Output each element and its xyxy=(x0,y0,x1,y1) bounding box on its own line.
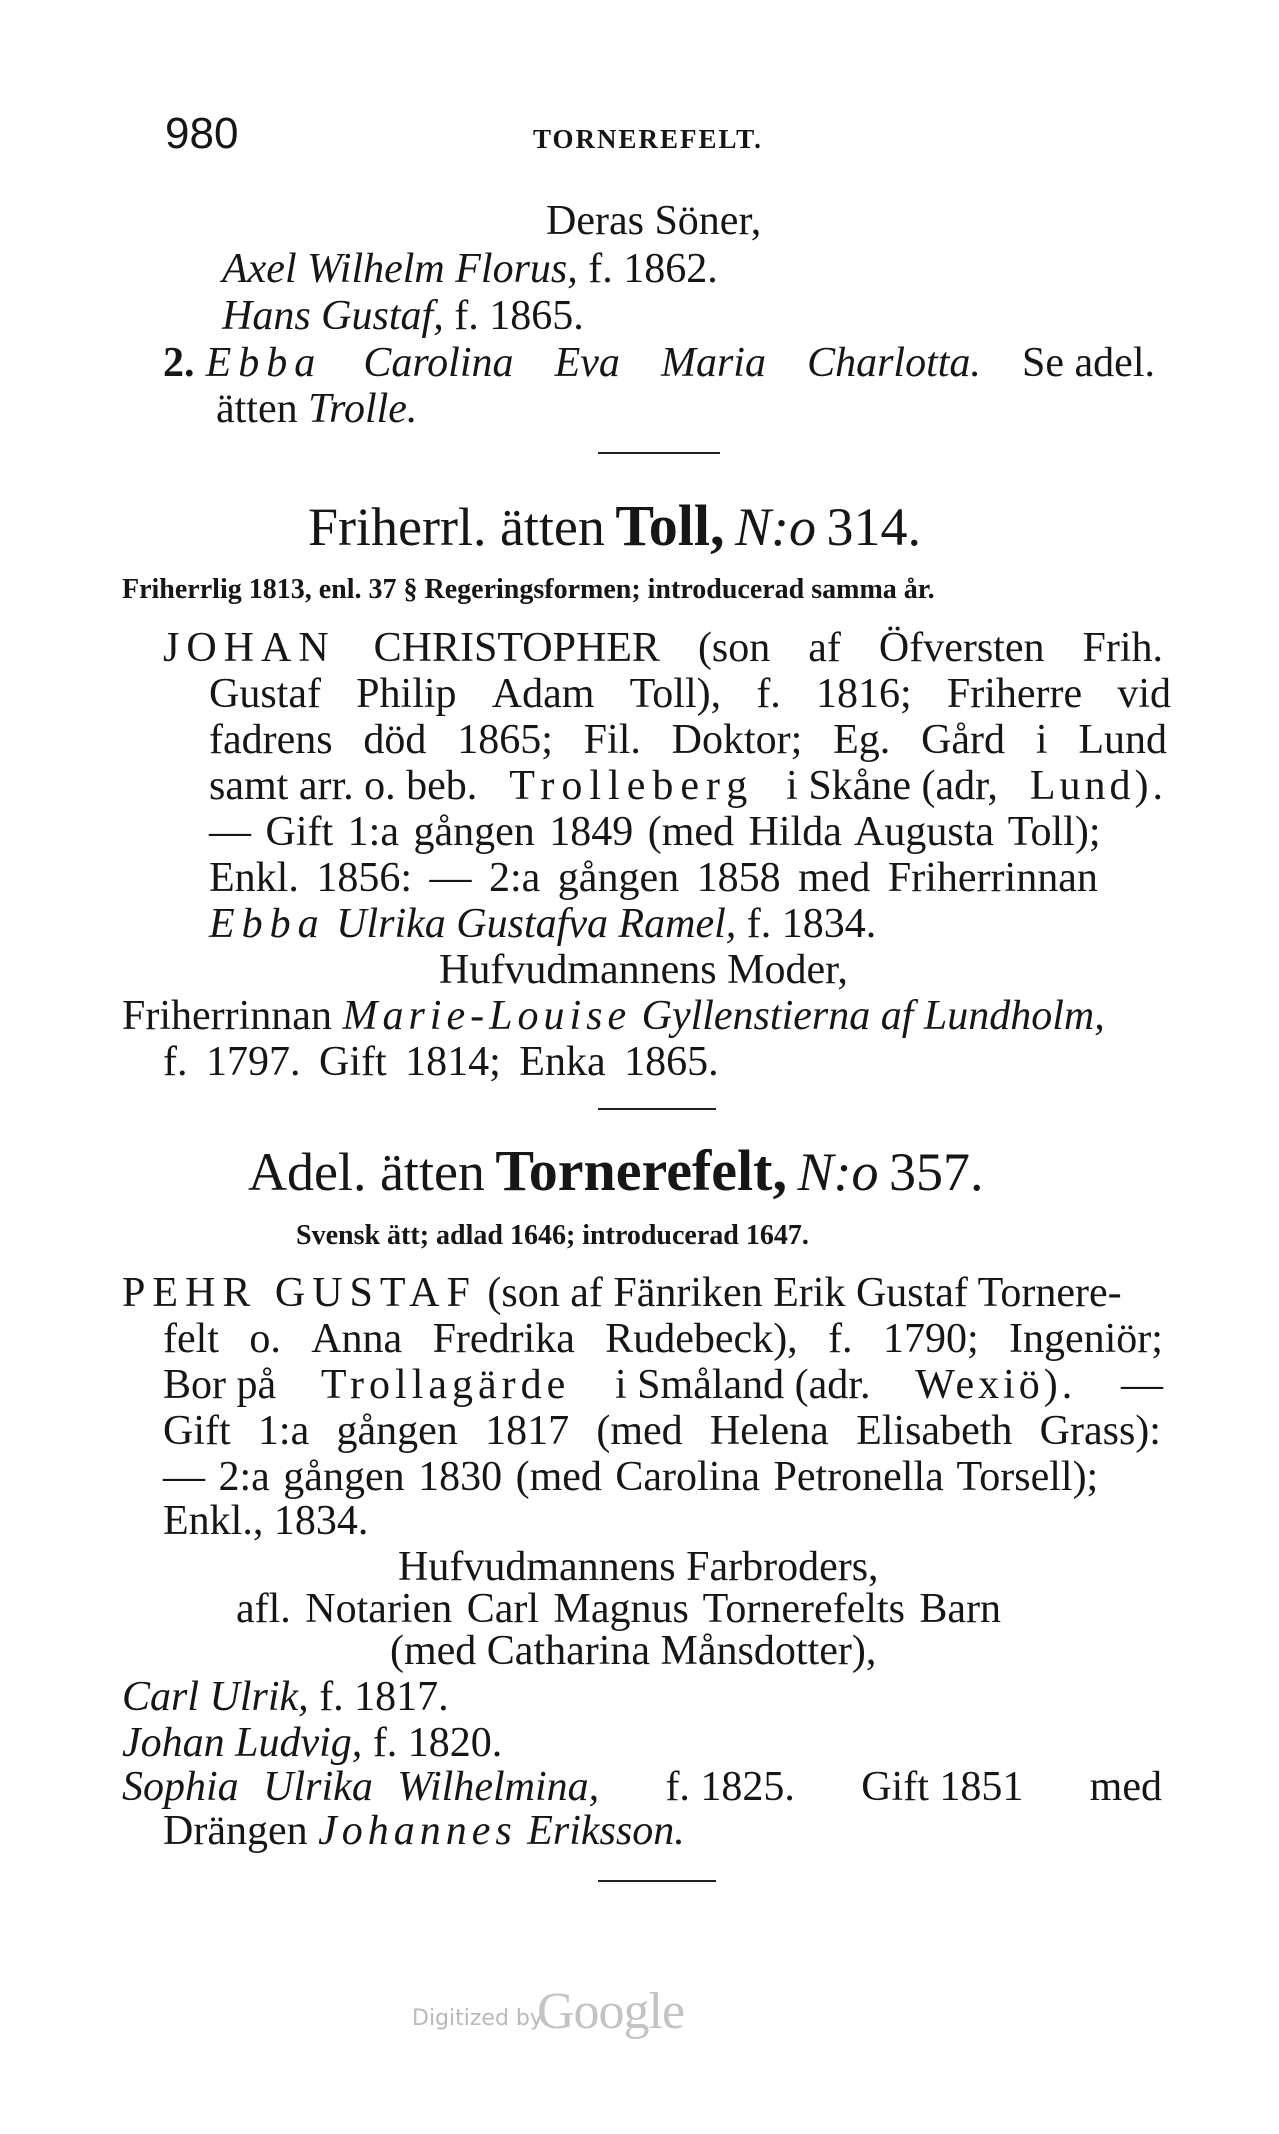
word: 1816; xyxy=(816,671,912,717)
subsection-heading: (med Catharina Månsdotter), xyxy=(390,1628,877,1674)
given-name: Charlotta. xyxy=(807,340,981,386)
entry-line xyxy=(163,627,1163,669)
text: Bor på xyxy=(163,1362,277,1408)
word: Anna xyxy=(311,1316,403,1362)
title: Friherrinnan xyxy=(122,993,332,1039)
section-heading-deras-soner: Deras Söner, xyxy=(546,198,762,244)
word: af xyxy=(808,625,841,671)
son-birth: f. 1862. xyxy=(588,246,718,292)
word: Rudebeck), xyxy=(605,1316,798,1362)
family-name: Toll, xyxy=(615,493,725,558)
son-name: Hans Gustaf, xyxy=(222,293,444,339)
word: i xyxy=(1035,717,1048,763)
marriage: Gift 1851 xyxy=(861,1764,1024,1810)
divider xyxy=(598,452,720,454)
word: 1865; xyxy=(457,717,553,763)
word: Frih. xyxy=(1082,625,1163,671)
word: Fil. xyxy=(583,717,641,763)
word: Philip xyxy=(356,671,457,717)
word: död xyxy=(363,717,427,763)
subsection-heading: afl. Notarien Carl Magnus Tornerefelts Barn xyxy=(236,1586,1002,1632)
word: Doktor; xyxy=(671,717,803,763)
family-number: 314. xyxy=(826,497,921,557)
given-name: Maria xyxy=(660,340,766,386)
word: Gift xyxy=(163,1408,231,1454)
entry-line: Enkl. 1856: — 2:a gången 1858 med Friherrinnan xyxy=(209,855,1098,901)
given-name: Carolina xyxy=(363,340,514,386)
word: 1817 xyxy=(485,1408,570,1454)
spouse-family-name: Eriksson. xyxy=(527,1808,685,1854)
divider xyxy=(598,1108,716,1110)
daughter-entry-continued xyxy=(216,388,417,430)
item-number: 2. xyxy=(163,340,195,386)
person-name: JOHAN xyxy=(163,625,336,671)
son-entry xyxy=(222,295,584,337)
word: f. xyxy=(828,1316,853,1362)
word: Grass): xyxy=(1039,1408,1161,1454)
spouse-name: Ulrika Gustafva Ramel, xyxy=(336,901,737,947)
text: (son af Fänriken Erik Gustaf Tornere- xyxy=(487,1270,1122,1316)
title-prefix: Adel. ätten xyxy=(248,1142,485,1202)
family-subtitle: Svensk ätt; adlad 1646; introducerad 1647. xyxy=(296,1220,809,1251)
entry-line xyxy=(163,1318,1163,1360)
daughter-entry xyxy=(163,342,1155,384)
son-entry xyxy=(222,248,718,290)
google-logo: Google xyxy=(537,1983,685,2040)
word: Toll), xyxy=(629,671,722,717)
title-prefix: Friherrl. ätten xyxy=(308,497,605,557)
entry-line xyxy=(209,765,1167,807)
mother-entry xyxy=(122,995,1105,1037)
birth-year: f. 1820. xyxy=(372,1720,503,1766)
watermark-prefix: Digitized by xyxy=(412,2006,543,2031)
family-title-tornerefelt xyxy=(248,1138,984,1203)
word: Friherre xyxy=(946,671,1083,717)
divider xyxy=(598,1880,716,1882)
entry-line xyxy=(163,1364,1163,1406)
subsection-heading: Hufvudmannens Moder, xyxy=(439,947,848,993)
family-title-toll xyxy=(308,493,921,558)
spouse-given-name: Johannes xyxy=(318,1808,517,1854)
number-label: N:o xyxy=(735,497,816,557)
entry-line xyxy=(209,719,1167,761)
son-birth: f. 1865. xyxy=(454,293,584,339)
birth-year: f. 1825. xyxy=(665,1764,795,1810)
text: — xyxy=(1120,1362,1163,1408)
entry-line xyxy=(163,1410,1161,1452)
entry-line: Enkl., 1834. xyxy=(163,1498,369,1544)
family-name: Trolle. xyxy=(308,386,418,432)
text: med xyxy=(1089,1764,1162,1810)
word: felt xyxy=(163,1316,219,1362)
child-entry xyxy=(122,1766,1162,1808)
word: Öfversten xyxy=(878,625,1045,671)
word: o. xyxy=(249,1316,281,1362)
child-entry xyxy=(122,1676,449,1718)
child-name: Sophia Ulrika Wilhelmina, xyxy=(122,1764,600,1810)
given-name: Eva xyxy=(554,340,620,386)
family-subtitle: Friherrlig 1813, enl. 37 § Regeringsformen; introducerad samma år. xyxy=(122,574,935,605)
given-name: Ebba xyxy=(205,340,323,386)
word: f. xyxy=(756,671,781,717)
word: Adam xyxy=(491,671,595,717)
spouse-given-name: Ebba xyxy=(209,901,326,947)
estate-name: Trollagärde xyxy=(320,1362,571,1408)
word: Eg. xyxy=(833,717,891,763)
cross-reference: Se adel. xyxy=(1022,340,1155,386)
word: Ingeniör; xyxy=(1008,1316,1163,1362)
child-entry-continued xyxy=(163,1810,685,1852)
page-number: 980 xyxy=(165,109,239,158)
word: 1790; xyxy=(882,1316,979,1362)
word: fadrens xyxy=(209,717,333,763)
family-name: Tornerefelt, xyxy=(495,1138,787,1203)
word: 1:a xyxy=(257,1408,310,1454)
person-name: PEHR GUSTAF xyxy=(122,1270,477,1316)
entry-line: — Gift 1:a gången 1849 (med Hilda Augusta Toll); xyxy=(209,809,1101,855)
text: i Skåne (adr, xyxy=(786,763,998,809)
word: Gård xyxy=(921,717,1006,763)
birth-year: f. 1817. xyxy=(319,1674,449,1720)
word: Fredrika xyxy=(432,1316,575,1362)
number-label: N:o xyxy=(797,1142,879,1202)
word: Elisabeth xyxy=(856,1408,1013,1454)
running-title: TORNEREFELT. xyxy=(533,124,763,154)
word: (med xyxy=(596,1408,683,1454)
place-name: Lund). xyxy=(1029,763,1167,809)
family-name: Gyllenstierna af Lundholm, xyxy=(641,993,1105,1039)
word: gången xyxy=(336,1408,458,1454)
entry-line xyxy=(209,903,876,945)
birth-year: f. 1834. xyxy=(746,901,877,947)
entry-line xyxy=(122,1272,1122,1314)
word: Lund xyxy=(1078,717,1167,763)
mother-entry-continued: f. 1797. Gift 1814; Enka 1865. xyxy=(163,1039,719,1085)
word: Gustaf xyxy=(209,671,321,717)
word: CHRISTOPHER xyxy=(373,625,660,671)
word: Helena xyxy=(709,1408,829,1454)
text: ätten xyxy=(216,386,298,432)
child-name: Johan Ludvig, xyxy=(122,1720,363,1766)
son-name: Axel Wilhelm Florus, xyxy=(222,246,578,292)
place-name: Wexiö). xyxy=(915,1362,1077,1408)
entry-line: — 2:a gången 1830 (med Carolina Petronella Torsell); xyxy=(163,1454,1099,1500)
family-number: 357. xyxy=(888,1142,984,1202)
child-entry xyxy=(122,1722,502,1764)
child-name: Carl Ulrik, xyxy=(122,1674,309,1720)
estate-name: Trolleberg xyxy=(509,763,755,809)
word: vid xyxy=(1117,671,1171,717)
text: Drängen xyxy=(163,1808,308,1854)
entry-line xyxy=(209,673,1171,715)
text: samt arr. o. beb. xyxy=(209,763,478,809)
given-name: Marie-Louise xyxy=(342,993,632,1039)
text: i Småland (adr. xyxy=(615,1362,871,1408)
subsection-heading: Hufvudmannens Farbroders, xyxy=(398,1544,879,1590)
word: (son xyxy=(697,625,771,671)
